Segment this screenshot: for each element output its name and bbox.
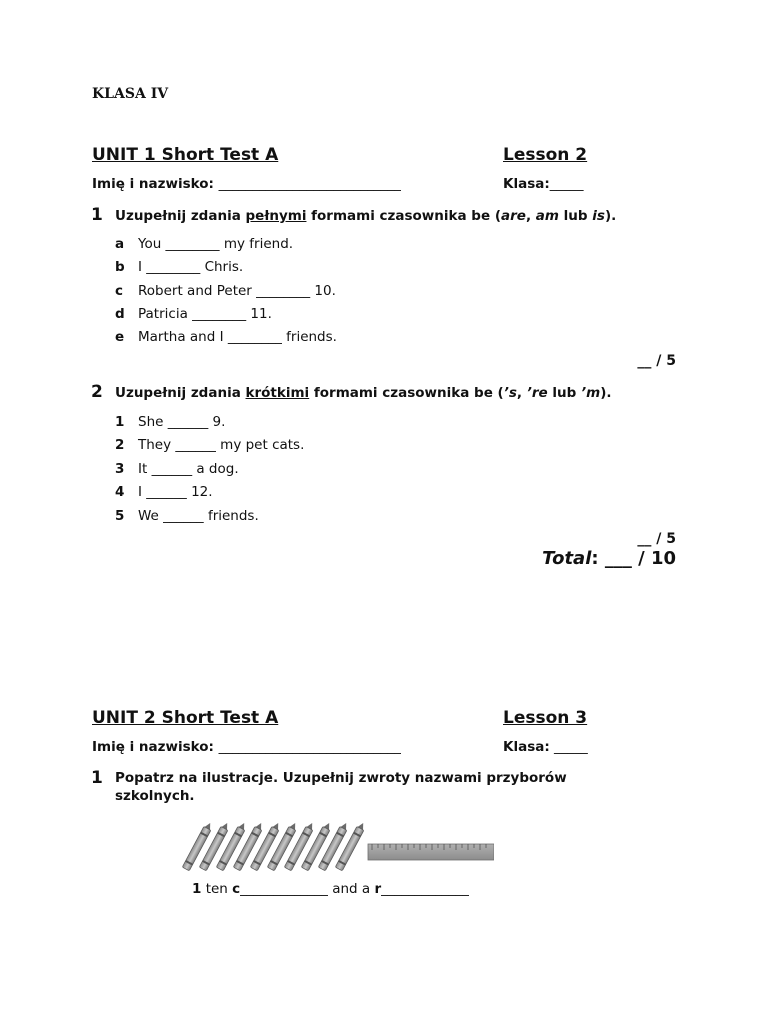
task-instruction: Uzupełnij zdania pełnymi formami czasownika be (are, am lub is). — [115, 208, 617, 224]
unit2-lesson: Lesson 3 — [503, 708, 588, 728]
unit1-title: UNIT 1 Short Test A — [92, 145, 279, 165]
class-line: _____ — [549, 739, 588, 755]
task-instruction: Uzupełnij zdania krótkimi formami czasownika be (’s, ’re lub ’m). — [115, 385, 612, 401]
exercise-item: b I ________ Chris. — [115, 259, 244, 275]
unit2-title: UNIT 2 Short Test A — [92, 708, 279, 728]
exercise-item: c Robert and Peter ________ 10. — [115, 283, 336, 299]
name-line: ___________________________ — [218, 739, 401, 755]
exercise-item: 3 It ______ a dog. — [115, 461, 239, 477]
unit1-name-field — [92, 176, 401, 192]
class-line: _____ — [549, 176, 584, 192]
class-label: Klasa: — [503, 739, 550, 755]
exercise-item: 1 She ______ 9. — [115, 414, 226, 430]
unit2-class-field — [503, 739, 588, 755]
exercise-item: 2 They ______ my pet cats. — [115, 437, 305, 453]
task-score: __ / 5 — [637, 531, 676, 547]
unit1-class-field — [503, 176, 584, 192]
task-number: 1 — [91, 768, 103, 788]
class-heading: KLASA IV — [92, 86, 169, 102]
task-score: __ / 5 — [637, 353, 676, 369]
total-score: Total: ___ / 10 — [542, 548, 676, 569]
ruler-icon — [368, 844, 494, 860]
school-supplies-illustration — [180, 816, 494, 876]
crayons-and-ruler-image — [180, 816, 494, 876]
task-number: 1 — [91, 205, 103, 225]
name-line: ___________________________ — [218, 176, 401, 192]
exercise-item: 5 We ______ friends. — [115, 508, 259, 524]
unit2-name-field — [92, 739, 401, 755]
unit1-lesson: Lesson 2 — [503, 145, 588, 165]
name-label: Imię i nazwisko: — [92, 176, 214, 192]
exercise-item: a You ________ my friend. — [115, 236, 294, 252]
name-label: Imię i nazwisko: — [92, 739, 214, 755]
exercise-item: d Patricia ________ 11. — [115, 306, 272, 322]
task-instruction-cont: szkolnych. — [115, 788, 195, 804]
class-label: Klasa: — [503, 176, 550, 192]
task-instruction: Popatrz na ilustracje. Uzupełnij zwroty nazwami przyborów — [115, 770, 567, 786]
task-number: 2 — [91, 382, 103, 402]
exercise-item: 4 I ______ 12. — [115, 484, 213, 500]
crayon-icon — [182, 821, 366, 871]
exercise-item: e Martha and I ________ friends. — [115, 329, 337, 345]
answer-line: 1 ten c_____________ and a r_____________ — [192, 881, 469, 897]
